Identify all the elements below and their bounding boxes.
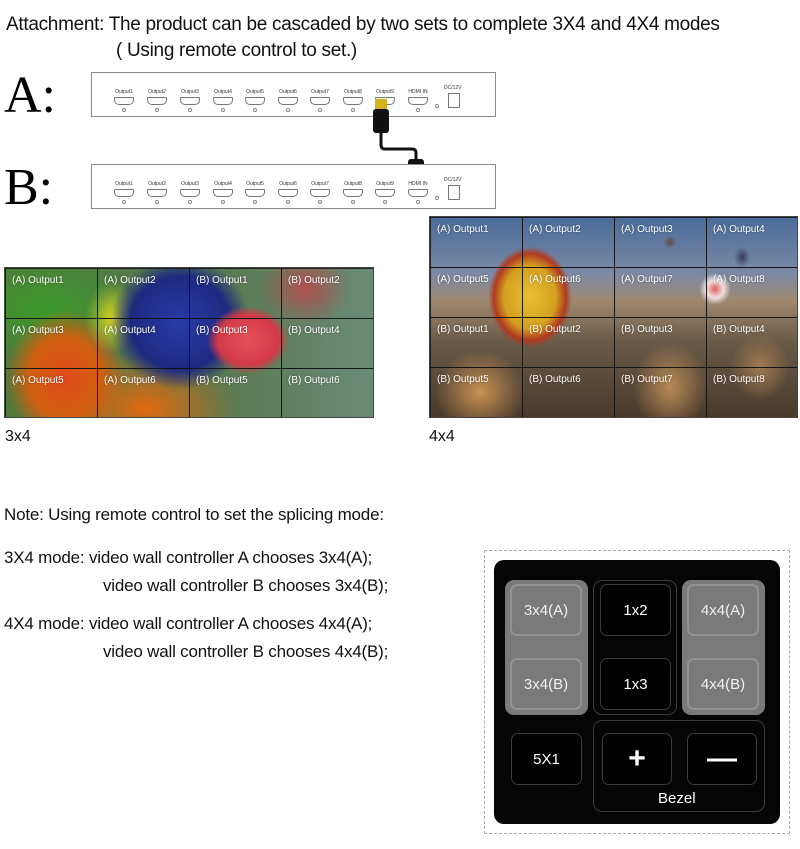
wall-cell: (A) Output5 [5, 368, 98, 418]
wall-cell: (B) Output4 [706, 317, 798, 368]
wall-cell: (B) Output3 [614, 317, 707, 368]
note-4x4-a: 4X4 mode: video wall controller A chooses 4x4(A); [4, 614, 373, 633]
wall-cell: (B) Output8 [706, 367, 798, 418]
wall-cell: (B) Output6 [281, 368, 374, 418]
wall-cell: (A) Output1 [5, 268, 98, 319]
wall-cell: (A) Output4 [706, 217, 798, 268]
wall-cell: (A) Output8 [706, 267, 798, 318]
wall-cell: (A) Output2 [522, 217, 615, 268]
wall-cell: (A) Output3 [5, 318, 98, 369]
button-1x3[interactable]: 1x3 [600, 658, 671, 710]
wall-cell: (B) Output2 [522, 317, 615, 368]
button-3x4-b[interactable]: 3x4(B) [510, 658, 582, 710]
button-4x4-b[interactable]: 4x4(B) [687, 658, 759, 710]
wall-cell: (B) Output7 [614, 367, 707, 418]
wall-cell: (B) Output6 [522, 367, 615, 418]
note-heading: Note: Using remote control to set the splicing mode: [4, 505, 384, 524]
wall-cell: (B) Output1 [189, 268, 282, 319]
wall-cell: (B) Output3 [189, 318, 282, 369]
caption-4x4: 4x4 [429, 428, 455, 445]
attachment-title: Attachment: The product can be cascaded by two sets to complete 3X4 and 4X4 modes [6, 14, 720, 35]
wall-cell: (A) Output7 [614, 267, 707, 318]
caption-3x4: 3x4 [5, 428, 31, 445]
wall-cell: (A) Output4 [97, 318, 190, 369]
remote-control-panel [494, 560, 780, 824]
bezel-minus-button[interactable]: — [687, 733, 757, 785]
device-b-panel: Output1 Output2 Output3 Output4 Output5 Output6 Output7 Output8 Output9 HDMI IN DC/12V [91, 164, 496, 209]
bezel-plus-button[interactable]: + [602, 733, 672, 785]
wall-cell: (B) Output1 [430, 317, 523, 368]
video-wall-3x4 [4, 267, 374, 418]
wall-cell: (B) Output4 [281, 318, 374, 369]
wall-cell: (B) Output5 [430, 367, 523, 418]
device-b-letter: B: [4, 159, 54, 216]
wall-cell: (B) Output5 [189, 368, 282, 418]
button-3x4-a[interactable]: 3x4(A) [510, 584, 582, 636]
bezel-label: Bezel [658, 790, 696, 807]
attachment-subtitle: ( Using remote control to set.) [116, 40, 357, 61]
button-5x1[interactable]: 5X1 [511, 733, 582, 785]
video-wall-4x4 [429, 216, 798, 418]
device-a-panel: Output1 Output2 Output3 Output4 Output5 Output6 Output7 Output8 Output9 HDMI IN DC/12V [91, 72, 496, 117]
wall-cell: (A) Output6 [522, 267, 615, 318]
wall-cell: (A) Output2 [97, 268, 190, 319]
wall-cell: (A) Output1 [430, 217, 523, 268]
wall-cell: (A) Output5 [430, 267, 523, 318]
button-1x2[interactable]: 1x2 [600, 584, 671, 636]
wall-cell: (A) Output6 [97, 368, 190, 418]
wall-cell: (B) Output2 [281, 268, 374, 319]
note-3x4-a: 3X4 mode: video wall controller A chooses 3x4(A); [4, 548, 373, 567]
button-4x4-a[interactable]: 4x4(A) [687, 584, 759, 636]
note-3x4-b: video wall controller B chooses 3x4(B); [103, 576, 389, 595]
wall-cell: (A) Output3 [614, 217, 707, 268]
note-4x4-b: video wall controller B chooses 4x4(B); [103, 642, 389, 661]
device-a-letter: A: [4, 67, 56, 124]
